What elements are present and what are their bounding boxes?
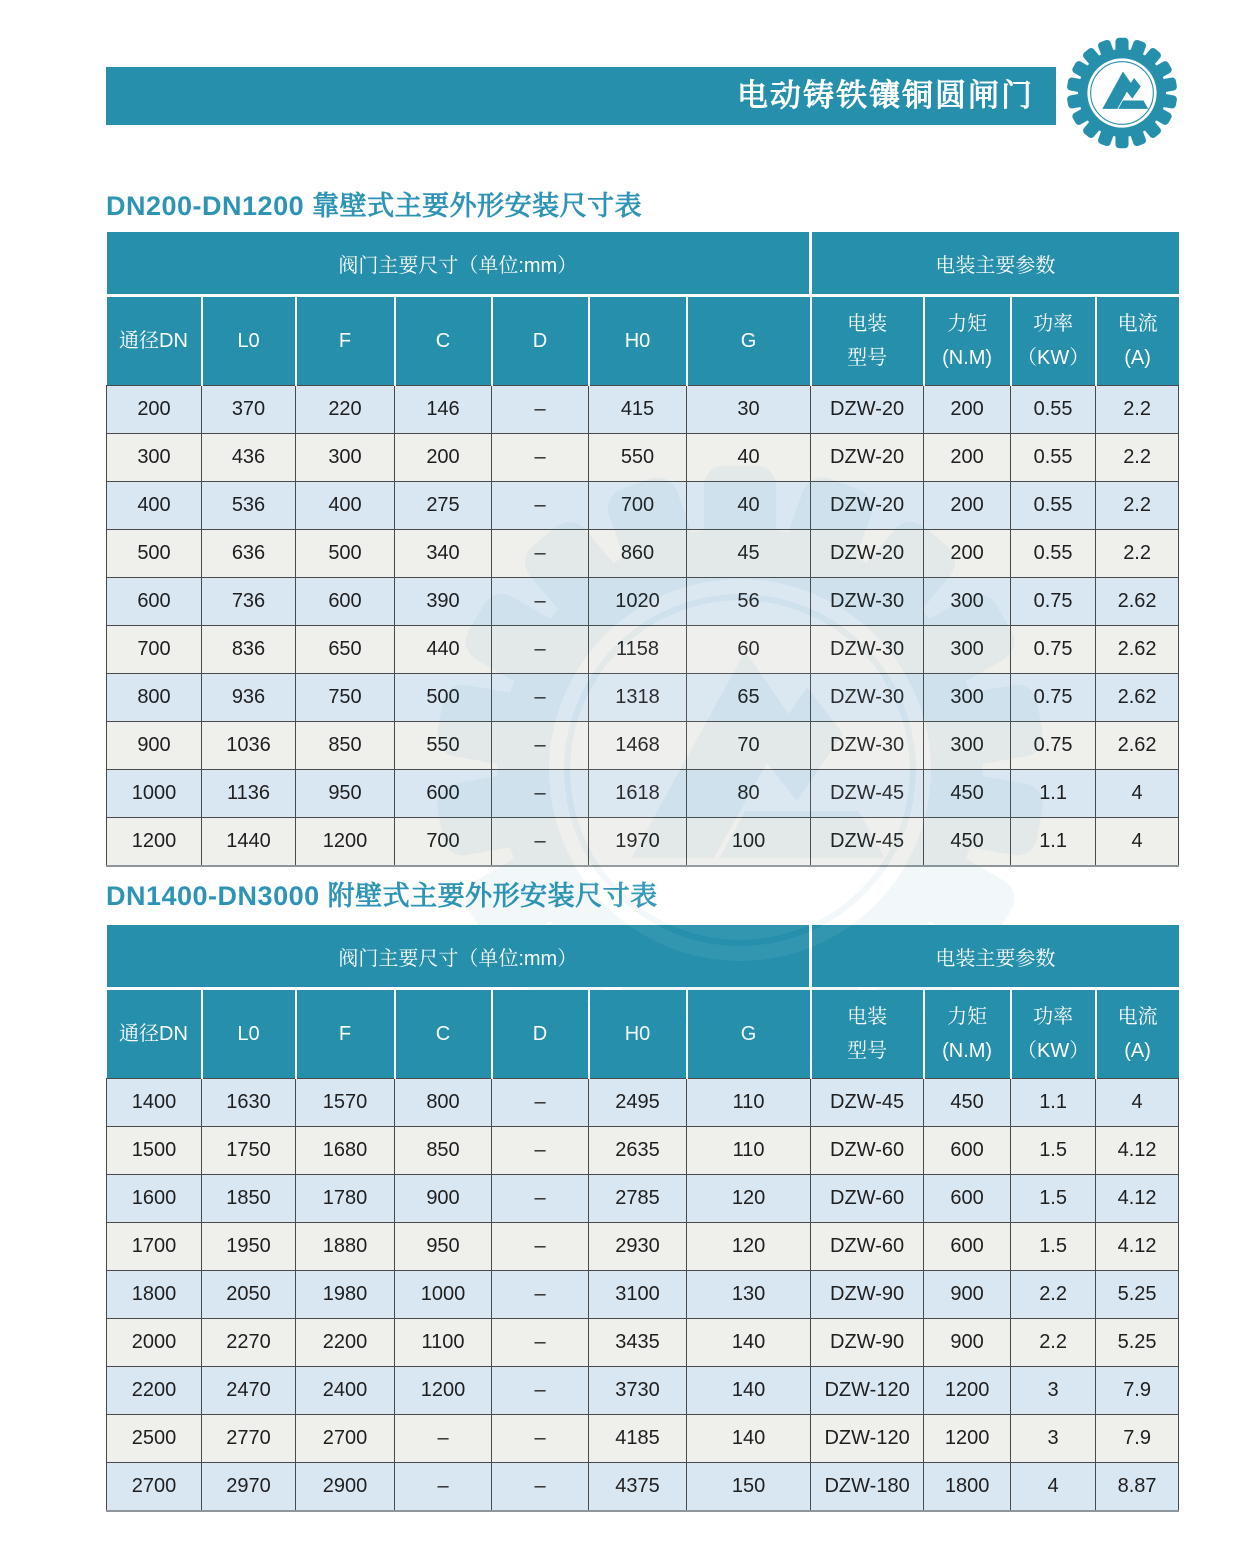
table-cell: 2785	[589, 1175, 687, 1223]
table-cell: DZW-45	[811, 818, 924, 867]
table-cell: 1200	[107, 818, 202, 867]
table-cell: 7.9	[1096, 1415, 1179, 1463]
table-cell: 300	[107, 434, 202, 482]
column-header: C	[395, 296, 492, 386]
table-cell: 1618	[589, 770, 687, 818]
table-cell: 300	[924, 722, 1011, 770]
table-cell: 120	[687, 1175, 811, 1223]
table-cell: 2.2	[1096, 434, 1179, 482]
table-cell: 700	[395, 818, 492, 867]
table-cell: 0.55	[1011, 386, 1096, 434]
table-cell: 1136	[202, 770, 296, 818]
table-row	[107, 626, 1179, 674]
table-cell: 0.75	[1011, 722, 1096, 770]
table-cell: DZW-20	[811, 386, 924, 434]
table-cell: 500	[107, 530, 202, 578]
table-cell: DZW-90	[811, 1319, 924, 1367]
column-header: L0	[202, 989, 296, 1079]
table-cell: 4185	[589, 1415, 687, 1463]
table-cell: 400	[107, 482, 202, 530]
table-cell: –	[492, 1415, 589, 1463]
group-header-actuator-params: 电装主要参数	[811, 232, 1179, 296]
table-cell: 600	[924, 1223, 1011, 1271]
table-row	[107, 818, 1179, 867]
table-cell: 0.75	[1011, 578, 1096, 626]
table-row	[107, 1223, 1179, 1271]
table-cell: 1.1	[1011, 818, 1096, 867]
table-cell: 130	[687, 1271, 811, 1319]
table-cell: DZW-30	[811, 626, 924, 674]
column-header: G	[687, 296, 811, 386]
table-cell: 1020	[589, 578, 687, 626]
table-cell: 1700	[107, 1223, 202, 1271]
table-cell: 140	[687, 1367, 811, 1415]
table-cell: 3	[1011, 1415, 1096, 1463]
header-banner-title: 电动铸铁镶铜圆闸门	[737, 78, 1034, 113]
column-header: L0	[202, 296, 296, 386]
table-cell: 200	[924, 530, 1011, 578]
table-cell: 2400	[296, 1367, 395, 1415]
table-cell: DZW-30	[811, 722, 924, 770]
table-cell: 4.12	[1096, 1223, 1179, 1271]
table-cell: 2470	[202, 1367, 296, 1415]
table-cell: –	[492, 818, 589, 867]
table-cell: 390	[395, 578, 492, 626]
table-cell: DZW-60	[811, 1127, 924, 1175]
table-cell: 440	[395, 626, 492, 674]
table-cell: 900	[924, 1271, 1011, 1319]
table-row	[107, 674, 1179, 722]
table-cell: 2.2	[1096, 530, 1179, 578]
gear-icon	[1064, 34, 1180, 152]
table-cell: 2900	[296, 1463, 395, 1512]
table-cell: 2.62	[1096, 626, 1179, 674]
column-header: C	[395, 989, 492, 1079]
table-cell: 8.87	[1096, 1463, 1179, 1512]
table-cell: 500	[395, 674, 492, 722]
table-cell: 200	[107, 386, 202, 434]
table-cell: –	[492, 1223, 589, 1271]
table-cell: 700	[589, 482, 687, 530]
table-cell: 900	[395, 1175, 492, 1223]
table-cell: 900	[924, 1319, 1011, 1367]
table-cell: –	[492, 1463, 589, 1512]
table-cell: DZW-60	[811, 1175, 924, 1223]
table-cell: 836	[202, 626, 296, 674]
group-header-actuator-params: 电装主要参数	[811, 925, 1179, 989]
table-cell: 2270	[202, 1319, 296, 1367]
table-cell: 2500	[107, 1415, 202, 1463]
table-cell: 600	[924, 1127, 1011, 1175]
table-cell: –	[492, 1127, 589, 1175]
table-row	[107, 1271, 1179, 1319]
table-cell: 950	[395, 1223, 492, 1271]
table-cell: 1800	[924, 1463, 1011, 1512]
table-cell: 1400	[107, 1079, 202, 1127]
table-cell: 0.55	[1011, 530, 1096, 578]
table-cell: 1468	[589, 722, 687, 770]
table-cell: –	[492, 1079, 589, 1127]
table-cell: 56	[687, 578, 811, 626]
table-dn200-dn1200	[106, 232, 1179, 867]
table-cell: 4	[1096, 818, 1179, 867]
table-cell: 2.62	[1096, 578, 1179, 626]
table-cell: 1680	[296, 1127, 395, 1175]
table-cell: 1850	[202, 1175, 296, 1223]
table-cell: 750	[296, 674, 395, 722]
table-cell: 300	[296, 434, 395, 482]
table-cell: 1200	[924, 1367, 1011, 1415]
table-cell: 1036	[202, 722, 296, 770]
table-cell: DZW-120	[811, 1367, 924, 1415]
table-cell: –	[492, 722, 589, 770]
table-cell: 600	[924, 1175, 1011, 1223]
table-row	[107, 1415, 1179, 1463]
column-header: D	[492, 989, 589, 1079]
table-cell: 2770	[202, 1415, 296, 1463]
column-header: 通径DN	[107, 296, 202, 386]
table-row	[107, 578, 1179, 626]
table-cell: 1000	[107, 770, 202, 818]
table-cell: 1100	[395, 1319, 492, 1367]
table-cell: 4	[1011, 1463, 1096, 1512]
table-cell: 1.5	[1011, 1223, 1096, 1271]
table2-title: DN1400-DN3000 附壁式主要外形安装尺寸表	[106, 881, 658, 911]
table-row	[107, 1367, 1179, 1415]
column-header: H0	[589, 989, 687, 1079]
table-row	[107, 386, 1179, 434]
table-row	[107, 1463, 1179, 1512]
table-cell: 3730	[589, 1367, 687, 1415]
table-row	[107, 1079, 1179, 1127]
table-cell: 100	[687, 818, 811, 867]
table-cell: 1950	[202, 1223, 296, 1271]
table-cell: 1500	[107, 1127, 202, 1175]
table-row	[107, 1175, 1179, 1223]
table-cell: –	[492, 770, 589, 818]
table-cell: –	[492, 386, 589, 434]
table-cell: 1200	[296, 818, 395, 867]
table-row	[107, 530, 1179, 578]
table-cell: 636	[202, 530, 296, 578]
table-cell: 650	[296, 626, 395, 674]
table-cell: 1158	[589, 626, 687, 674]
column-header: 通径DN	[107, 989, 202, 1079]
table-row	[107, 434, 1179, 482]
table-cell: 140	[687, 1319, 811, 1367]
table-cell: 2930	[589, 1223, 687, 1271]
table-cell: 150	[687, 1463, 811, 1512]
header-banner	[106, 67, 1056, 125]
column-header: 力矩 (N.M)	[924, 989, 1011, 1079]
table-cell: 2700	[296, 1415, 395, 1463]
table-cell: –	[492, 626, 589, 674]
table-cell: –	[492, 578, 589, 626]
table-cell: 1980	[296, 1271, 395, 1319]
table-cell: 0.75	[1011, 626, 1096, 674]
table-cell: 1200	[395, 1367, 492, 1415]
column-header: 功率 （KW）	[1011, 296, 1096, 386]
table-cell: 1970	[589, 818, 687, 867]
table-cell: 600	[395, 770, 492, 818]
table-cell: 0.55	[1011, 482, 1096, 530]
table-cell: DZW-45	[811, 770, 924, 818]
table-cell: 450	[924, 818, 1011, 867]
table-row	[107, 770, 1179, 818]
table-cell: 140	[687, 1415, 811, 1463]
table-cell: 1.5	[1011, 1175, 1096, 1223]
table-cell: 300	[924, 674, 1011, 722]
table-cell: 340	[395, 530, 492, 578]
table-cell: 850	[395, 1127, 492, 1175]
table-cell: 4.12	[1096, 1175, 1179, 1223]
table-cell: 2700	[107, 1463, 202, 1512]
table-cell: 1880	[296, 1223, 395, 1271]
table-cell: DZW-180	[811, 1463, 924, 1512]
table-cell: 110	[687, 1079, 811, 1127]
table-cell: 146	[395, 386, 492, 434]
table-cell: DZW-20	[811, 434, 924, 482]
table-cell: –	[492, 482, 589, 530]
table-row	[107, 1127, 1179, 1175]
column-header: 电装 型号	[811, 989, 924, 1079]
table-row	[107, 1319, 1179, 1367]
table-cell: 2635	[589, 1127, 687, 1175]
table-cell: 1750	[202, 1127, 296, 1175]
table-cell: 2000	[107, 1319, 202, 1367]
table-cell: 200	[924, 482, 1011, 530]
table-cell: 300	[924, 626, 1011, 674]
table-cell: 4	[1096, 1079, 1179, 1127]
table-cell: 4	[1096, 770, 1179, 818]
table-cell: 0.55	[1011, 434, 1096, 482]
table-cell: 120	[687, 1223, 811, 1271]
table-row	[107, 482, 1179, 530]
column-header: 功率 （KW）	[1011, 989, 1096, 1079]
table-cell: DZW-20	[811, 482, 924, 530]
table-cell: –	[492, 674, 589, 722]
table-cell: 600	[296, 578, 395, 626]
table-cell: –	[492, 434, 589, 482]
table-cell: 800	[107, 674, 202, 722]
table-cell: 550	[395, 722, 492, 770]
column-header: H0	[589, 296, 687, 386]
table-cell: 736	[202, 578, 296, 626]
table-cell: DZW-60	[811, 1223, 924, 1271]
table-cell: 70	[687, 722, 811, 770]
group-header-valve-dimensions: 阀门主要尺寸（单位:mm）	[107, 925, 811, 989]
table-cell: –	[395, 1415, 492, 1463]
table-cell: DZW-20	[811, 530, 924, 578]
table-cell: 2.2	[1011, 1271, 1096, 1319]
table-cell: 80	[687, 770, 811, 818]
table-cell: 2.62	[1096, 722, 1179, 770]
table-cell: 30	[687, 386, 811, 434]
table-cell: 2.62	[1096, 674, 1179, 722]
table-cell: 65	[687, 674, 811, 722]
table-cell: DZW-120	[811, 1415, 924, 1463]
table-cell: 2.2	[1096, 386, 1179, 434]
table-cell: 450	[924, 1079, 1011, 1127]
table-cell: 2.2	[1096, 482, 1179, 530]
table-cell: –	[492, 1271, 589, 1319]
table-cell: 2200	[107, 1367, 202, 1415]
table-cell: 436	[202, 434, 296, 482]
table-cell: 1.1	[1011, 770, 1096, 818]
table-cell: 200	[924, 434, 1011, 482]
table-cell: 5.25	[1096, 1319, 1179, 1367]
table-cell: 2970	[202, 1463, 296, 1512]
column-header: 力矩 (N.M)	[924, 296, 1011, 386]
table-cell: 3435	[589, 1319, 687, 1367]
table-cell: 860	[589, 530, 687, 578]
table-cell: 700	[107, 626, 202, 674]
table-cell: 7.9	[1096, 1367, 1179, 1415]
table-cell: 1570	[296, 1079, 395, 1127]
table-cell: DZW-45	[811, 1079, 924, 1127]
table-cell: 200	[395, 434, 492, 482]
table-cell: –	[492, 1175, 589, 1223]
table-cell: 1.5	[1011, 1127, 1096, 1175]
table-cell: 220	[296, 386, 395, 434]
table-cell: 60	[687, 626, 811, 674]
table-cell: 1780	[296, 1175, 395, 1223]
table-cell: 500	[296, 530, 395, 578]
table-cell: 110	[687, 1127, 811, 1175]
column-header: F	[296, 296, 395, 386]
table-cell: 536	[202, 482, 296, 530]
table-cell: 2495	[589, 1079, 687, 1127]
table-cell: 5.25	[1096, 1271, 1179, 1319]
table-cell: 1.1	[1011, 1079, 1096, 1127]
table-cell: 40	[687, 434, 811, 482]
table-cell: 45	[687, 530, 811, 578]
table-cell: 2.2	[1011, 1319, 1096, 1367]
column-header: 电装 型号	[811, 296, 924, 386]
table-cell: 3100	[589, 1271, 687, 1319]
company-gear-logo	[1064, 34, 1180, 152]
table-cell: DZW-30	[811, 674, 924, 722]
table-cell: 200	[924, 386, 1011, 434]
table-cell: 600	[107, 578, 202, 626]
table-cell: 4375	[589, 1463, 687, 1512]
table-cell: 936	[202, 674, 296, 722]
table-cell: 1200	[924, 1415, 1011, 1463]
table-cell: 900	[107, 722, 202, 770]
table-cell: 1630	[202, 1079, 296, 1127]
table-cell: 275	[395, 482, 492, 530]
table-cell: 415	[589, 386, 687, 434]
table-cell: –	[395, 1463, 492, 1512]
table-cell: 3	[1011, 1367, 1096, 1415]
table-cell: 4.12	[1096, 1127, 1179, 1175]
table-cell: 0.75	[1011, 674, 1096, 722]
table-cell: 300	[924, 578, 1011, 626]
table-cell: DZW-30	[811, 578, 924, 626]
table-cell: 850	[296, 722, 395, 770]
table-cell: DZW-90	[811, 1271, 924, 1319]
column-header: F	[296, 989, 395, 1079]
table-cell: 2050	[202, 1271, 296, 1319]
table-cell: 550	[589, 434, 687, 482]
table-cell: 1800	[107, 1271, 202, 1319]
table-cell: 950	[296, 770, 395, 818]
table-dn1400-dn3000	[106, 925, 1179, 1512]
table-row	[107, 722, 1179, 770]
column-header: D	[492, 296, 589, 386]
table-cell: 1600	[107, 1175, 202, 1223]
column-header: 电流 (A)	[1096, 989, 1179, 1079]
column-header: G	[687, 989, 811, 1079]
table-cell: 800	[395, 1079, 492, 1127]
column-header: 电流 (A)	[1096, 296, 1179, 386]
table-cell: 1318	[589, 674, 687, 722]
table-cell: 1000	[395, 1271, 492, 1319]
table-cell: 400	[296, 482, 395, 530]
table-cell: 40	[687, 482, 811, 530]
table-cell: 1440	[202, 818, 296, 867]
table-cell: –	[492, 530, 589, 578]
table1-title: DN200-DN1200 靠壁式主要外形安装尺寸表	[106, 191, 643, 221]
table-cell: 2200	[296, 1319, 395, 1367]
table-cell: –	[492, 1319, 589, 1367]
table-cell: –	[492, 1367, 589, 1415]
group-header-valve-dimensions: 阀门主要尺寸（单位:mm）	[107, 232, 811, 296]
table-cell: 450	[924, 770, 1011, 818]
table-cell: 370	[202, 386, 296, 434]
